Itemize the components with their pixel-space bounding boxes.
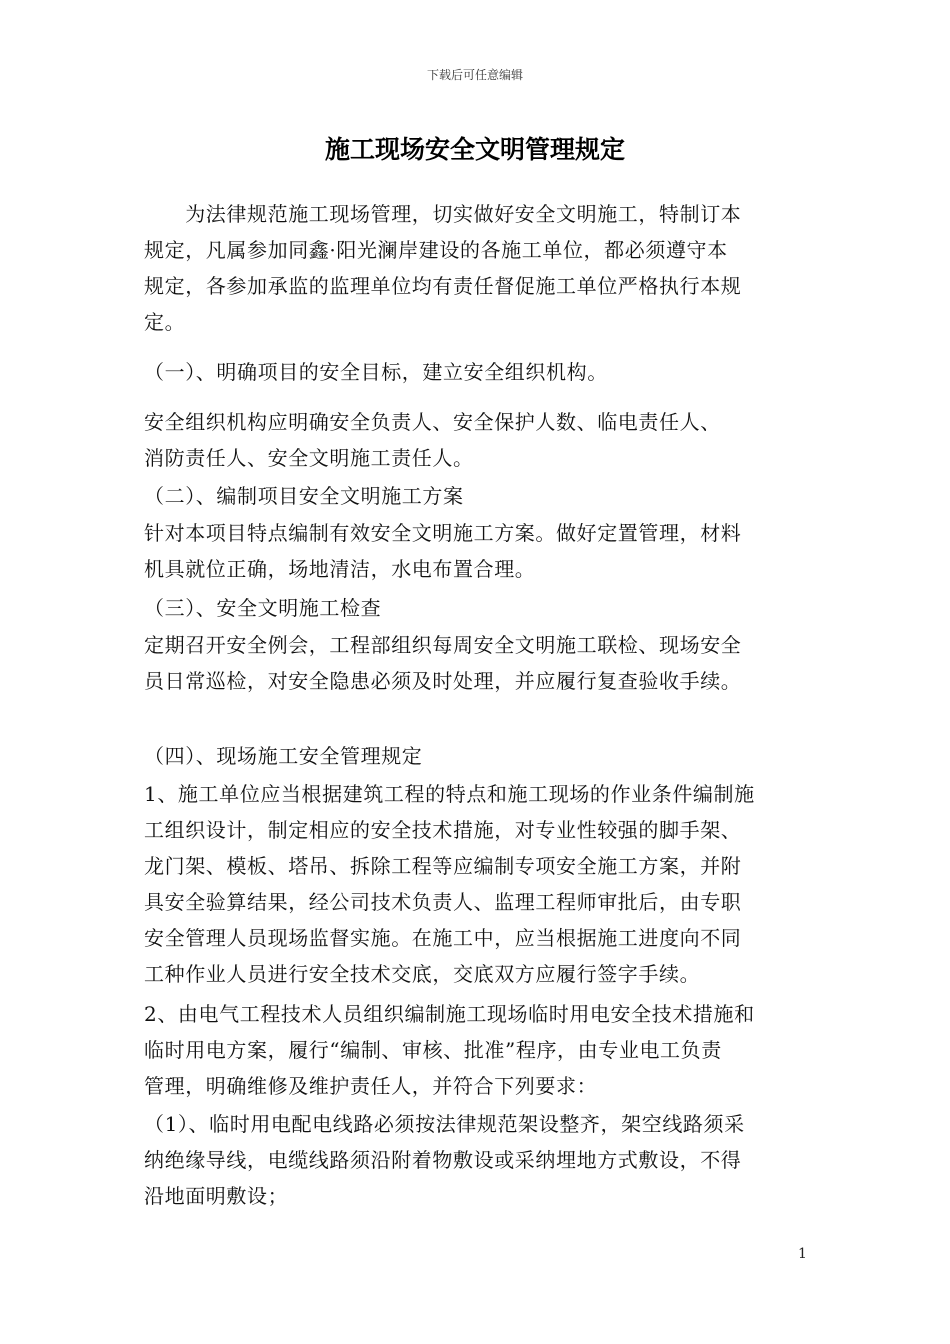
body-line: 临时用电方案，履行“编制、审核、批准”程序，由专业电工负责 — [144, 1038, 722, 1062]
section-heading: （二）、编制项目安全文明施工方案 — [144, 484, 464, 508]
section-1-heading — [144, 354, 808, 390]
section-4-item-1 — [144, 776, 808, 992]
header-note: 下载后可任意编辑 — [426, 68, 523, 82]
intro-paragraph — [144, 196, 808, 340]
body-line: 沿地面明敷设； — [144, 1184, 289, 1208]
document-title: 施工现场安全文明管理规定 — [324, 135, 625, 164]
section-3-heading — [144, 590, 808, 626]
body-line: 机具就位正确，场地清洁，水电布置合理。 — [144, 557, 536, 581]
body-line: 安全管理人员现场监督实施。在施工中，应当根据施工进度向不同 — [144, 926, 742, 950]
section-1-body — [144, 404, 808, 476]
intro-line: 规定，各参加承监的监理单位均有责任督促施工单位严格执行本规 — [144, 274, 742, 298]
body-line: 管理，明确维修及维护责任人，并符合下列要求： — [144, 1074, 598, 1098]
page-number: 1 — [798, 1246, 807, 1262]
intro-line: 定。 — [144, 310, 186, 334]
body-line: 安全组织机构应明确安全负责人、安全保护人数、临电责任人、 — [144, 410, 721, 434]
intro-line: 为法律规范施工现场管理，切实做好安全文明施工，特制订本 — [144, 202, 742, 226]
body-line: 定期召开安全例会，工程部组织每周安全文明施工联检、现场安全 — [144, 633, 742, 657]
section-3-body — [144, 627, 808, 699]
section-heading: （一）、明确项目的安全目标，建立安全组织机构。 — [144, 360, 608, 384]
body-line: 2、由电气工程技术人员组织编制施工现场临时用电安全技术措施和 — [144, 1002, 755, 1026]
section-heading: （四）、现场施工安全管理规定 — [144, 744, 423, 768]
body-line: 消防责任人、安全文明施工责任人。 — [144, 446, 474, 470]
body-line: 纳绝缘导线，电缆线路须沿附着物敷设或采纳埋地方式敷设，不得 — [144, 1148, 742, 1172]
section-2-body — [144, 515, 808, 587]
section-4-heading — [144, 738, 808, 774]
body-line: 龙门架、模板、塔吊、拆除工程等应编制专项安全施工方案，并附 — [144, 854, 742, 878]
intro-line: 规定，凡属参加同鑫·阳光澜岸建设的各施工单位，都必须遵守本 — [144, 238, 728, 262]
body-line: 工种作业人员进行安全技术交底，交底双方应履行签字手续。 — [144, 962, 701, 986]
section-4-item-2-sub-1 — [144, 1106, 808, 1214]
body-line: 1、施工单位应当根据建筑工程的特点和施工现场的作业条件编制施 — [144, 782, 755, 806]
section-heading: （三）、安全文明施工检查 — [144, 596, 382, 620]
body-line: 针对本项目特点编制有效安全文明施工方案。做好定置管理，材料 — [144, 521, 742, 545]
section-2-heading — [144, 478, 808, 514]
body-line: 员日常巡检，对安全隐患必须及时处理，并应履行复查验收手续。 — [144, 669, 742, 693]
section-4-item-2 — [144, 996, 808, 1104]
body-line: （1）、临时用电配电线路必须按法律规范架设整齐，架空线路须采 — [144, 1112, 745, 1136]
body-line: 工组织设计，制定相应的安全技术措施，对专业性较强的脚手架、 — [144, 818, 742, 842]
body-line: 具安全验算结果，经公司技术负责人、监理工程师审批后，由专职 — [144, 890, 742, 914]
